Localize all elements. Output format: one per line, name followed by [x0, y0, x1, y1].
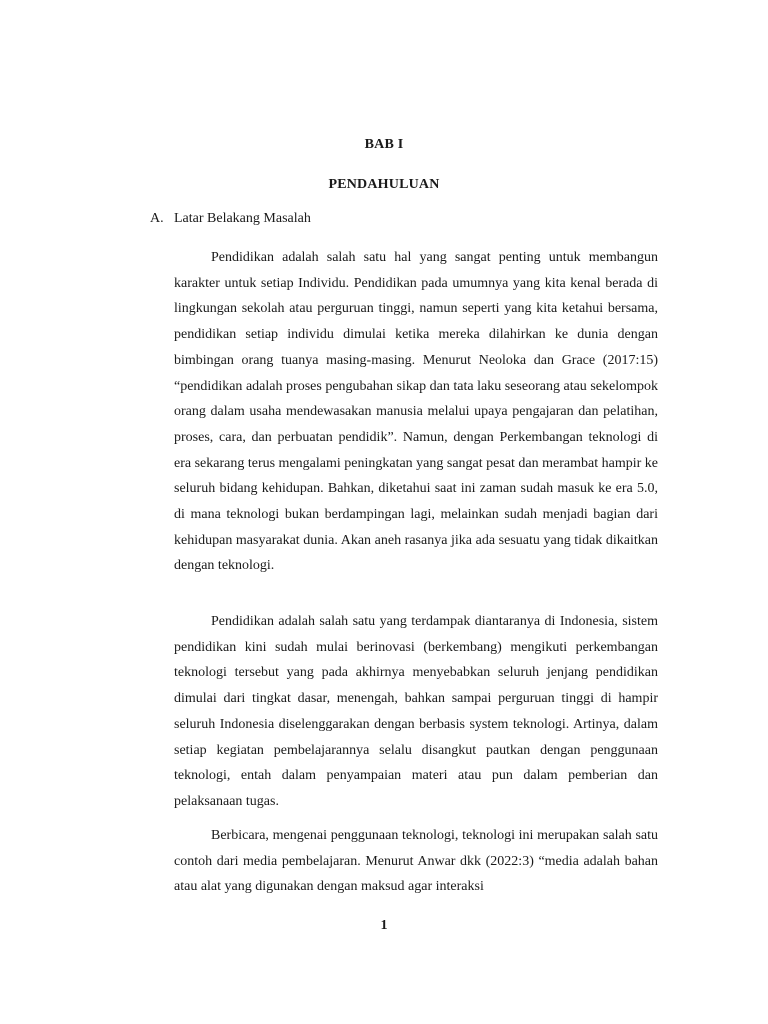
page-number: 1	[380, 918, 388, 933]
chapter-number: BAB I	[364, 137, 404, 152]
section-letter: A.	[150, 211, 164, 226]
chapter-title: PENDAHULUAN	[328, 177, 440, 192]
paragraph: Berbicara, mengenai penggunaan teknologi, teknologi ini merupakan salah satu contoh dari media pembelajaran. Menurut Anwar dkk (2022:3) “media adalah bahan atau alat yang digunakan dengan maksud agar interaksi	[174, 828, 658, 895]
paragraph: Pendidikan adalah salah satu yang terdampak diantaranya di Indonesia, sistem pendidikan kini sudah mulai berinovasi (berkembang) mengikuti perkembangan teknologi tersebut yang pada akhirnya menyebabkan seluruh jenjang pendidikan dimulai dari tingkat dasar, menengah, bahkan sampai perguruan tinggi di hampir seluruh Indonesia diselenggarakan dengan berbasis system teknologi. Artinya, dalam setiap kegiatan pembelajarannya selalu disangkut pautkan dengan penggunaan teknologi, entah dalam penyampaian materi atau pun dalam pemberian dan pelaksanaan tugas.	[174, 614, 658, 809]
section-title: Latar Belakang Masalah	[174, 211, 311, 226]
paragraph: Pendidikan adalah salah satu hal yang sangat penting untuk membangun karakter untuk setiap Individu. Pendidikan pada umumnya yang kita kenal berada di lingkungan sekolah atau perguruan tinggi, namun seperti yang kita ketahui bersama, pendidikan setiap individu dimulai ketika mereka dilahirkan ke dunia dengan bimbingan orang tuanya masing-masing. Menurut Neoloka dan Grace (2017:15) “pendidikan adalah proses pengubahan sikap dan tata laku seseorang atau sekelompok orang dalam usaha mendewasakan manusia melalui upaya pengajaran dan pelatihan, proses, cara, dan perbuatan pendidik”. Namun, dengan Perkembangan teknologi di era sekarang terus mengalami peningkatan yang sangat pesat dan merambat hampir ke seluruh bidang kehidupan. Bahkan, diketahui saat ini zaman sudah masuk ke era 5.0, di mana teknologi bukan berdampingan lagi, melainkan sudah menjadi bagian dari kehidupan masyarakat dunia. Akan aneh rasanya jika ada sesuatu yang tidak dikaitkan dengan teknologi.	[174, 250, 658, 574]
section-heading	[150, 211, 311, 227]
